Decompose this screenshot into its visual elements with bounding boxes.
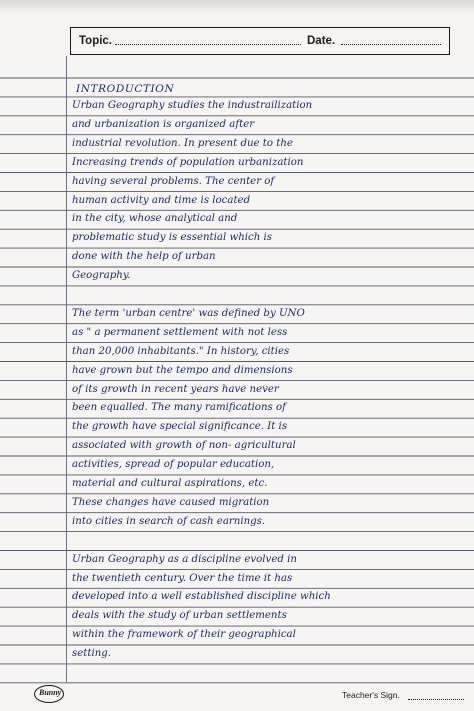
text-line: Geography. xyxy=(72,270,131,282)
teachers-sign-field[interactable] xyxy=(408,699,464,700)
text-line: the growth have special significance. It is xyxy=(72,421,288,433)
text-line: as " a permanent settlement with not less xyxy=(72,326,288,338)
margin-line xyxy=(66,56,67,682)
text-line: the twentieth century. Over the time it has xyxy=(72,572,293,584)
text-line: These changes have caused migration xyxy=(72,496,270,508)
text-line: industrial revolution. In present due to the xyxy=(72,137,293,149)
text-line: having several problems. The center of xyxy=(72,175,275,187)
brand-logo-text: Bunny xyxy=(39,688,62,697)
topic-field[interactable] xyxy=(115,44,301,45)
text-line: The term 'urban centre' was defined by UNO xyxy=(72,307,305,319)
text-line: activities, spread of popular education, xyxy=(72,459,275,471)
text-line: been equalled. The many ramifications of xyxy=(72,402,286,414)
section-title: INTRODUCTION xyxy=(76,83,175,95)
date-label: Date. xyxy=(307,35,336,47)
text-line: Urban Geography as a discipline evolved in xyxy=(72,553,297,565)
text-line: than 20,000 inhabitants." In history, cities xyxy=(72,345,290,357)
text-line: setting. xyxy=(72,648,112,660)
text-line: material and cultural aspirations, etc. xyxy=(72,478,268,489)
text-line: human activity and time is located xyxy=(72,194,251,206)
topic-date-header xyxy=(70,27,450,55)
text-line: deals with the study of urban settlements xyxy=(72,610,287,622)
text-line: problematic study is essential which is xyxy=(72,232,273,244)
brand-logo xyxy=(34,685,64,703)
date-field[interactable] xyxy=(341,44,441,45)
text-line: developed into a well established discipline which xyxy=(72,591,331,603)
text-line: into cities in search of cash earnings. xyxy=(72,515,266,527)
topic-label: Topic. xyxy=(79,35,113,47)
text-line: of its growth in recent years have never xyxy=(72,383,279,395)
teachers-sign-label: Teacher's Sign. xyxy=(342,690,400,700)
text-line: associated with growth of non- agricultural xyxy=(72,440,296,452)
text-line: in the city, whose analytical and xyxy=(72,213,238,225)
text-line: done with the help of urban xyxy=(72,251,216,263)
text-line: and urbanization is organized after xyxy=(72,118,255,130)
text-line: Urban Geography studies the industrailization xyxy=(72,100,313,111)
text-line: within the framework of their geographical xyxy=(72,629,296,641)
text-line: Increasing trends of population urbanization xyxy=(72,156,304,168)
text-line: have grown but the tempo and dimensions xyxy=(72,364,293,376)
